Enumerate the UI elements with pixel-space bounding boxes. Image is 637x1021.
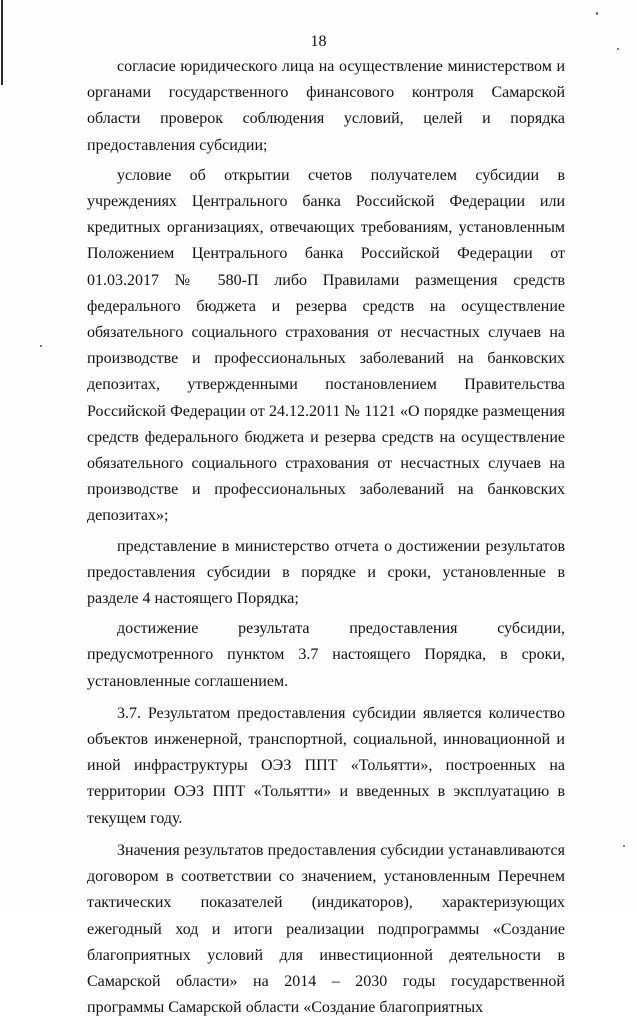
scan-speck bbox=[40, 345, 42, 347]
paragraph-bank-accounts: условие об открытии счетов получателем субсидии в учреждениях Центрального банка Российской Федерации или кредитных организациях, отвечающих требованиям, установленным Положением Центрального банка Российской Федерации от 01.03.2017 № 580-П либо Правилами размещения средств федерального бюджета и резерва средств на осуществление обязательного социального страхования от несчастных случаев на производстве и профессиональных заболеваний на банковских депозитах, утвержденными постановлением Правительства Российской Федерации от 24.12.2011 № 1121 «О порядке размещения средств федерального бюджета и резерва средств на осуществление обязательного социального страхования от несчастных случаев на производстве и профессиональных заболеваний на банковских депозитах»; bbox=[87, 166, 565, 525]
paragraph-report: представление в министерство отчета о достижении результатов предоставления субсидии в порядке и сроки, установленные в разделе 4 настоящего Порядка; bbox=[87, 537, 565, 608]
scan-speck bbox=[623, 845, 625, 847]
paragraph-achievement: достижение результата предоставления субсидии, предусмотренного пунктом 3.7 настоящего Порядка, в сроки, установленные соглашением. bbox=[87, 620, 565, 690]
paragraph-section-3-7: 3.7. Результатом предоставления субсидии является количество объектов инженерной, транспортной, социальной, инновационной и иной инфраструктуры ОЭЗ ППТ «Тольятти», построенных на территории ОЭЗ ППТ «Тольятти» и введенных в эксплуатацию в текущем году. bbox=[87, 704, 565, 827]
paragraph-consent: согласие юридического лица на осуществление министерством и органами государственного финансового контроля Самарской области проверок соблюдения условий, целей и порядка предоставления субсидии; bbox=[87, 58, 565, 154]
paragraph-result-values: Значения результатов предоставления субсидии устанавливаются договором в соответствии со значением, установленным Перечнем тактических показателей (индикаторов), характеризующих ежегодный ход и итоги реализации подпрограммы «Создание благоприятных условий для инвестиционной деятельности в Самарской области» на 2014 – 2030 годы государственной программы Самарской области «Создание благоприятных bbox=[87, 841, 565, 1017]
body-text bbox=[87, 54, 565, 1021]
page-number: 18 bbox=[310, 33, 327, 50]
scan-speck bbox=[596, 12, 598, 15]
